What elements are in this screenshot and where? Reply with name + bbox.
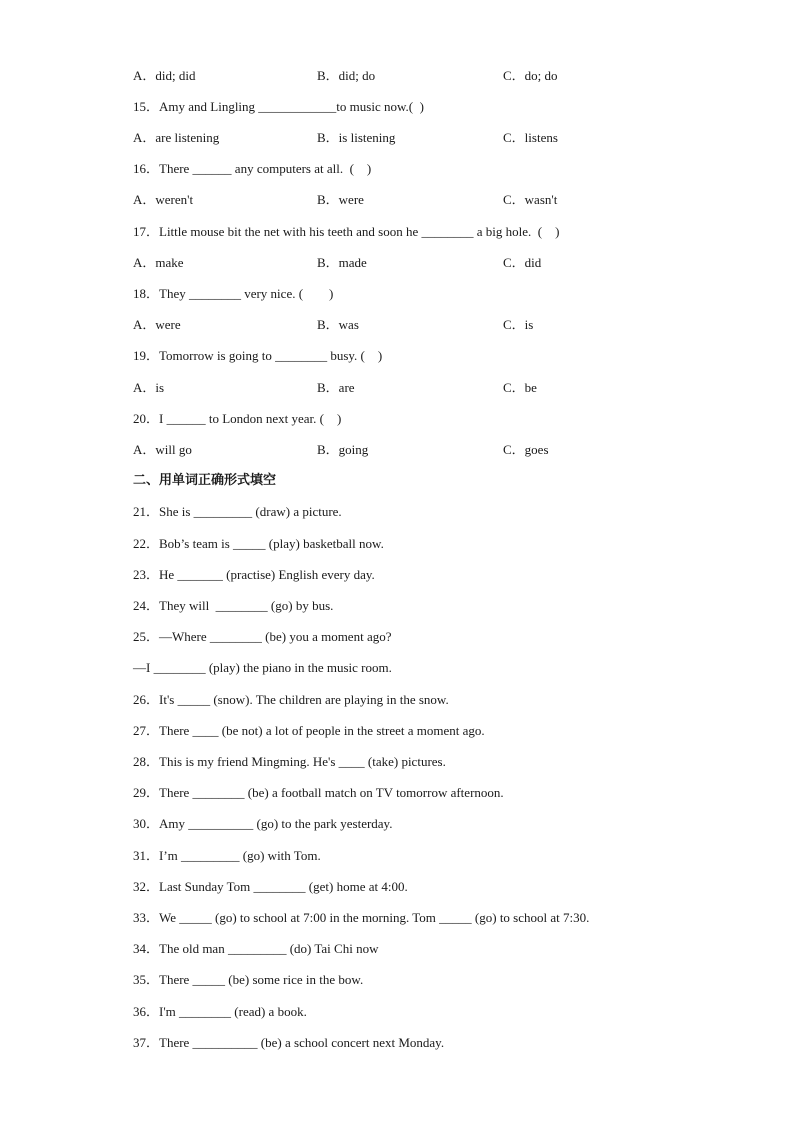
q19-option-b[interactable]: B．are xyxy=(317,380,355,395)
q14-option-a[interactable]: A．did; did xyxy=(133,68,196,83)
fill-item-27: 27．There ____ (be not) a lot of people in the street a moment ago. xyxy=(133,723,485,738)
fill-item-23: 23．He _______ (practise) English every day. xyxy=(133,567,375,582)
q17-option-b[interactable]: B．made xyxy=(317,255,367,270)
question-20: 20．I ______ to London next year. ( ) xyxy=(133,411,342,426)
q14-options xyxy=(133,68,733,84)
question-17: 17．Little mouse bit the net with his teeth and soon he ________ a big hole. ( ) xyxy=(133,224,560,239)
q17-options xyxy=(133,255,733,271)
fill-item-34: 34．The old man _________ (do) Tai Chi now xyxy=(133,941,379,956)
q16-option-b[interactable]: B．were xyxy=(317,192,364,207)
question-18: 18．They ________ very nice. ( ) xyxy=(133,286,334,301)
q20-options xyxy=(133,442,733,458)
q15-option-b[interactable]: B．is listening xyxy=(317,130,396,145)
fill-item-33: 33．We _____ (go) to school at 7:00 in the morning. Tom _____ (go) to school at 7:30. xyxy=(133,910,590,925)
fill-item-36: 36．I'm ________ (read) a book. xyxy=(133,1004,307,1019)
fill-item-29: 29．There ________ (be) a football match on TV tomorrow afternoon. xyxy=(133,785,504,800)
q15-option-c[interactable]: C．listens xyxy=(503,130,558,145)
fill-item-21: 21．She is _________ (draw) a picture. xyxy=(133,504,342,519)
q14-option-c[interactable]: C．do; do xyxy=(503,68,558,83)
fill-item-25: 25．—Where ________ (be) you a moment ago? xyxy=(133,629,392,644)
q14-option-b[interactable]: B．did; do xyxy=(317,68,376,83)
question-19: 19．Tomorrow is going to ________ busy. ( ) xyxy=(133,348,383,363)
q20-option-c[interactable]: C．goes xyxy=(503,442,549,457)
question-16: 16．There ______ any computers at all. ( ) xyxy=(133,161,372,176)
fill-item-30: 30．Amy __________ (go) to the park yesterday. xyxy=(133,816,393,831)
fill-item-24: 24．They will ________ (go) by bus. xyxy=(133,598,334,613)
q20-option-b[interactable]: B．going xyxy=(317,442,369,457)
q16-option-a[interactable]: A．weren't xyxy=(133,192,194,207)
q16-options xyxy=(133,192,733,208)
fill-item-31: 31．I’m _________ (go) with Tom. xyxy=(133,848,321,863)
q16-option-c[interactable]: C．wasn't xyxy=(503,192,558,207)
q17-option-c[interactable]: C．did xyxy=(503,255,542,270)
fill-item-22: 22．Bob’s team is _____ (play) basketball now. xyxy=(133,536,384,551)
q18-option-a[interactable]: A．were xyxy=(133,317,181,332)
q17-option-a[interactable]: A．make xyxy=(133,255,184,270)
q15-options xyxy=(133,130,733,146)
fill-item-37: 37．There __________ (be) a school concert next Monday. xyxy=(133,1035,445,1050)
fill-item-28: 28．This is my friend Mingming. He's ____ (take) pictures. xyxy=(133,754,446,769)
fill-item-26: 26．It's _____ (snow). The children are playing in the snow. xyxy=(133,692,449,707)
q19-options xyxy=(133,380,733,396)
q18-option-b[interactable]: B．was xyxy=(317,317,359,332)
fill-item-35: 35．There _____ (be) some rice in the bow. xyxy=(133,972,364,987)
section-2-heading: 二、用单词正确形式填空 xyxy=(133,473,277,488)
question-15: 15．Amy and Lingling ____________to music now.( ) xyxy=(133,99,424,114)
q19-option-c[interactable]: C．be xyxy=(503,380,537,395)
q19-option-a[interactable]: A．is xyxy=(133,380,165,395)
q20-option-a[interactable]: A．will go xyxy=(133,442,192,457)
q18-option-c[interactable]: C．is xyxy=(503,317,534,332)
fill-item-32: 32．Last Sunday Tom ________ (get) home at 4:00. xyxy=(133,879,408,894)
q18-options xyxy=(133,317,733,333)
q15-option-a[interactable]: A．are listening xyxy=(133,130,220,145)
fill-item-25-reply: —I ________ (play) the piano in the music room. xyxy=(133,660,392,675)
